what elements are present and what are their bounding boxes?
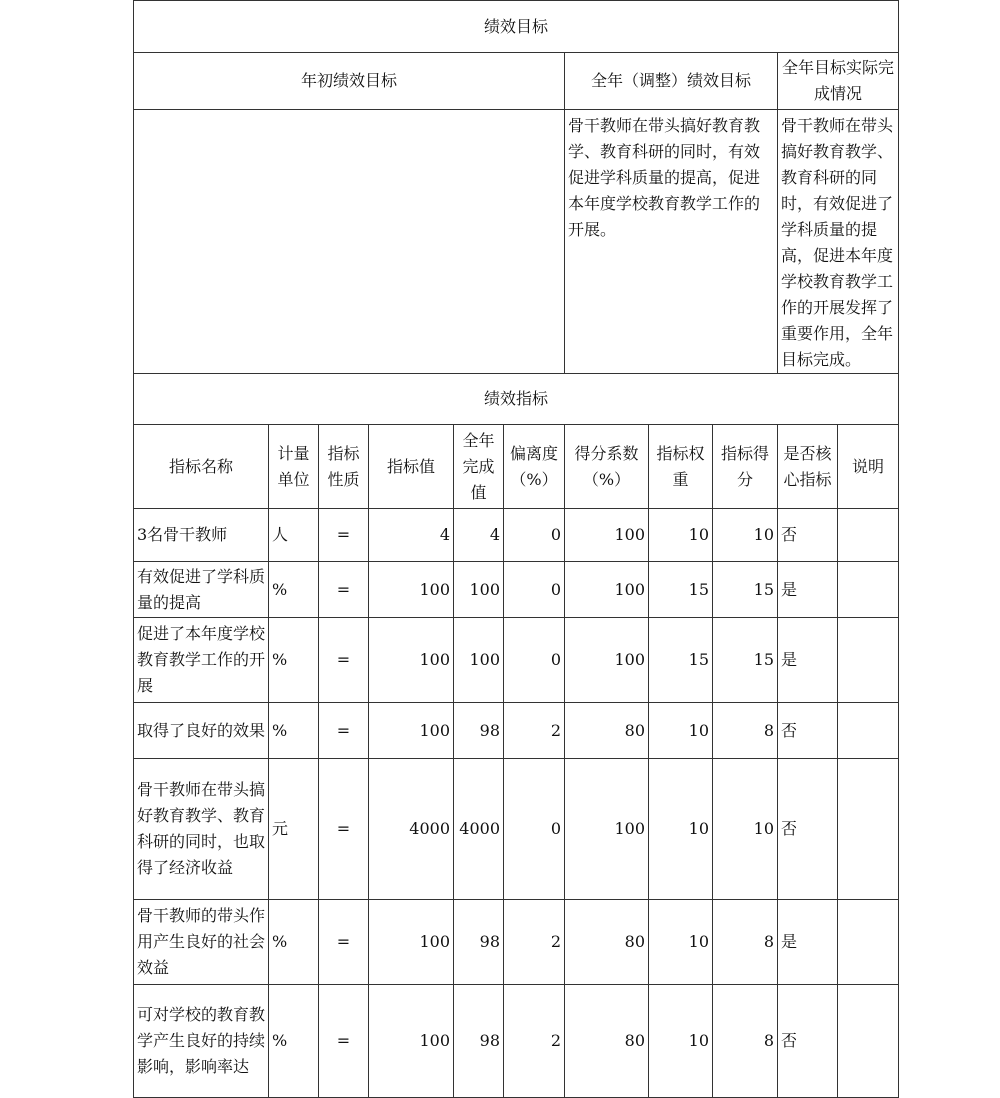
row-core: 否 <box>778 985 838 1098</box>
row-unit: 人 <box>269 509 319 562</box>
row-weight: 10 <box>649 985 713 1098</box>
row-nature: = <box>319 509 369 562</box>
row-coef: 100 <box>565 562 649 618</box>
row-coef: 100 <box>565 509 649 562</box>
goals-adjusted-text: 骨干教师在带头搞好教育教学、教育科研的同时，有效促进学科质量的提高，促进本年度学校教育教学工作的开展。 <box>565 110 778 374</box>
row-weight: 10 <box>649 759 713 900</box>
row-nature: = <box>319 562 369 618</box>
row-target: 100 <box>369 703 454 759</box>
row-actual: 100 <box>454 562 504 618</box>
row-weight: 10 <box>649 900 713 985</box>
row-core: 否 <box>778 703 838 759</box>
row-nature: = <box>319 985 369 1098</box>
row-target: 4 <box>369 509 454 562</box>
row-name: 骨干教师在带头搞好教育教学、教育科研的同时，也取得了经济收益 <box>134 759 269 900</box>
row-unit: % <box>269 985 319 1098</box>
header-actual: 全年完成值 <box>454 425 504 509</box>
table-row <box>134 759 899 900</box>
row-coef: 100 <box>565 618 649 703</box>
row-deviation: 0 <box>504 562 565 618</box>
row-name: 3名骨干教师 <box>134 509 269 562</box>
row-deviation: 0 <box>504 509 565 562</box>
row-core: 是 <box>778 562 838 618</box>
row-note <box>838 985 899 1098</box>
row-target: 100 <box>369 562 454 618</box>
row-score: 8 <box>713 900 778 985</box>
row-coef: 100 <box>565 759 649 900</box>
row-deviation: 2 <box>504 703 565 759</box>
row-nature: = <box>319 900 369 985</box>
goals-col-actual: 全年目标实际完成情况 <box>778 53 899 110</box>
row-unit: % <box>269 900 319 985</box>
row-score: 10 <box>713 509 778 562</box>
row-name: 骨干教师的带头作用产生良好的社会效益 <box>134 900 269 985</box>
row-actual: 4 <box>454 509 504 562</box>
row-coef: 80 <box>565 703 649 759</box>
row-coef: 80 <box>565 900 649 985</box>
row-weight: 15 <box>649 562 713 618</box>
row-unit: 元 <box>269 759 319 900</box>
header-deviation: 偏离度（%） <box>504 425 565 509</box>
row-score: 8 <box>713 985 778 1098</box>
row-target: 4000 <box>369 759 454 900</box>
row-weight: 10 <box>649 703 713 759</box>
row-name: 促进了本年度学校教育教学工作的开展 <box>134 618 269 703</box>
row-name: 可对学校的教育教学产生良好的持续影响，影响率达 <box>134 985 269 1098</box>
row-name: 取得了良好的效果 <box>134 703 269 759</box>
goals-col-adjusted: 全年（调整）绩效目标 <box>565 53 778 110</box>
table-row <box>134 900 899 985</box>
row-deviation: 0 <box>504 618 565 703</box>
table-row <box>134 562 899 618</box>
row-note <box>838 509 899 562</box>
goals-actual-text: 骨干教师在带头搞好教育教学、教育科研的同时，有效促进了学科质量的提高，促进本年度学校教育教学工作的开展发挥了重要作用，全年目标完成。 <box>778 110 899 374</box>
goals-initial-text <box>134 110 565 374</box>
header-note: 说明 <box>838 425 899 509</box>
row-deviation: 2 <box>504 985 565 1098</box>
row-score: 8 <box>713 703 778 759</box>
row-note <box>838 900 899 985</box>
performance-table <box>133 0 899 1098</box>
row-score: 15 <box>713 618 778 703</box>
header-target: 指标值 <box>369 425 454 509</box>
row-note <box>838 618 899 703</box>
row-target: 100 <box>369 985 454 1098</box>
header-core: 是否核心指标 <box>778 425 838 509</box>
row-score: 10 <box>713 759 778 900</box>
row-actual: 4000 <box>454 759 504 900</box>
row-score: 15 <box>713 562 778 618</box>
row-core: 是 <box>778 900 838 985</box>
row-actual: 98 <box>454 985 504 1098</box>
header-unit: 计量单位 <box>269 425 319 509</box>
indicators-section-title: 绩效指标 <box>134 374 899 425</box>
row-unit: % <box>269 618 319 703</box>
row-core: 否 <box>778 509 838 562</box>
header-nature: 指标性质 <box>319 425 369 509</box>
row-nature: = <box>319 703 369 759</box>
row-deviation: 0 <box>504 759 565 900</box>
header-score: 指标得分 <box>713 425 778 509</box>
row-note <box>838 703 899 759</box>
header-name: 指标名称 <box>134 425 269 509</box>
row-deviation: 2 <box>504 900 565 985</box>
table-row <box>134 618 899 703</box>
row-nature: = <box>319 618 369 703</box>
goals-col-initial: 年初绩效目标 <box>134 53 565 110</box>
row-weight: 10 <box>649 509 713 562</box>
row-weight: 15 <box>649 618 713 703</box>
row-core: 是 <box>778 618 838 703</box>
row-actual: 100 <box>454 618 504 703</box>
row-coef: 80 <box>565 985 649 1098</box>
row-unit: % <box>269 703 319 759</box>
table-row <box>134 703 899 759</box>
row-unit: % <box>269 562 319 618</box>
row-nature: = <box>319 759 369 900</box>
row-actual: 98 <box>454 900 504 985</box>
row-name: 有效促进了学科质量的提高 <box>134 562 269 618</box>
row-target: 100 <box>369 900 454 985</box>
row-core: 否 <box>778 759 838 900</box>
goals-section-title: 绩效目标 <box>134 1 899 53</box>
row-actual: 98 <box>454 703 504 759</box>
row-target: 100 <box>369 618 454 703</box>
row-note <box>838 562 899 618</box>
header-coef: 得分系数（%） <box>565 425 649 509</box>
row-note <box>838 759 899 900</box>
table-row <box>134 509 899 562</box>
header-weight: 指标权重 <box>649 425 713 509</box>
table-row <box>134 985 899 1098</box>
